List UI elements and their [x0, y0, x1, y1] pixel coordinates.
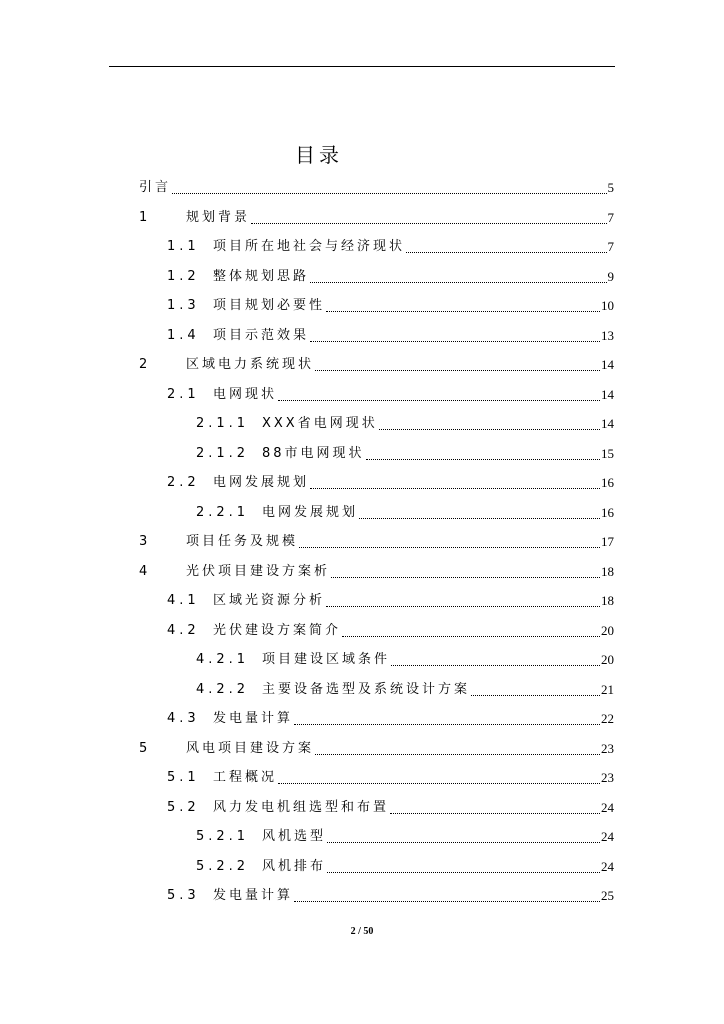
toc-entry-page: 25 [601, 888, 614, 903]
toc-entry[interactable] [196, 412, 614, 432]
header-rule [109, 66, 615, 67]
toc-entry[interactable] [167, 796, 614, 816]
toc-entry-page: 22 [601, 711, 614, 726]
toc-entry-number: 5.2.2 [196, 859, 250, 874]
toc-entry-number: 5.1 [167, 770, 200, 785]
toc-dot-leader [315, 740, 600, 755]
toc-entry-page: 24 [601, 859, 614, 874]
toc-entry-page: 14 [601, 387, 614, 402]
toc-entry-number: 2.1.2 [196, 446, 250, 461]
toc-dot-leader [278, 769, 600, 784]
toc-entry-page: 17 [601, 534, 614, 549]
toc-entry-title: 整体规划思路 [213, 269, 310, 284]
toc-entry-page: 5 [607, 180, 614, 195]
toc-entry[interactable] [139, 206, 614, 226]
toc-entry-title: 光伏项目建设方案析 [186, 564, 331, 579]
toc-entry-page: 7 [607, 239, 614, 254]
toc-entry-title: 区域光资源分析 [213, 593, 326, 608]
toc-entry[interactable] [167, 324, 614, 344]
toc-entry[interactable] [167, 383, 614, 403]
toc-entry-page: 18 [601, 593, 614, 608]
toc-entry-page: 15 [601, 446, 614, 461]
toc-entry-number: 5.3 [167, 888, 200, 903]
toc-dot-leader [379, 415, 600, 430]
toc-entry-number: 1.4 [167, 328, 200, 343]
toc-dot-leader [294, 710, 600, 725]
toc-dot-leader [342, 622, 600, 637]
toc-entry-number: 4.3 [167, 711, 200, 726]
toc-dot-leader [391, 651, 600, 666]
toc-entry-page: 20 [601, 623, 614, 638]
toc-entry[interactable] [196, 825, 614, 845]
toc-dot-leader [390, 799, 600, 814]
toc-entry-number: 2.2.1 [196, 505, 250, 520]
toc-dot-leader [331, 563, 600, 578]
toc-entry[interactable] [196, 442, 614, 462]
toc-entry-title: 项目建设区域条件 [262, 652, 391, 667]
toc-entry-title: 光伏建设方案简介 [213, 623, 342, 638]
toc-entry[interactable] [139, 353, 614, 373]
toc-entry-page: 21 [601, 682, 614, 697]
toc-entry[interactable] [167, 471, 614, 491]
toc-dot-leader [327, 858, 600, 873]
toc-entry-number: 1 [139, 210, 152, 225]
toc-entry-title: 风机排布 [262, 859, 327, 874]
toc-entry-title: 项目所在地社会与经济现状 [213, 239, 406, 254]
toc-entry[interactable] [139, 176, 614, 196]
toc-entry-title: 项目示范效果 [213, 328, 310, 343]
toc-title: 目录 [295, 143, 343, 167]
toc-entry-number: 5.2.1 [196, 829, 250, 844]
toc-dot-leader [310, 474, 600, 489]
toc-entry-page: 7 [607, 210, 614, 225]
toc-dot-leader [310, 268, 606, 283]
toc-dot-leader [326, 592, 600, 607]
toc-entry-page: 16 [601, 505, 614, 520]
toc-dot-leader [278, 386, 600, 401]
toc-entry-number: 1.2 [167, 269, 200, 284]
toc-entry-title: 风力发电机组选型和布置 [213, 800, 390, 815]
toc-dot-leader [299, 533, 600, 548]
toc-dot-leader [359, 504, 600, 519]
toc-entry-title: 引言 [139, 180, 172, 195]
toc-entry-title: 风机选型 [262, 829, 327, 844]
toc-entry-page: 18 [601, 564, 614, 579]
toc-entry[interactable] [167, 294, 614, 314]
toc-entry-title: 电网现状 [213, 387, 278, 402]
toc-entry-number: 4.1 [167, 593, 200, 608]
toc-entry-title: 主要设备选型及系统设计方案 [262, 682, 471, 697]
toc-entry[interactable] [139, 530, 614, 550]
toc-dot-leader [366, 445, 600, 460]
toc-entry-title: 规划背景 [186, 210, 251, 225]
toc-entry-page: 23 [601, 770, 614, 785]
toc-entry[interactable] [167, 766, 614, 786]
toc-dot-leader [326, 297, 600, 312]
toc-entry-number: 2.2 [167, 475, 200, 490]
toc-entry-page: 20 [601, 652, 614, 667]
toc-entry-number: 1.3 [167, 298, 200, 313]
toc-entry[interactable] [167, 884, 614, 904]
toc-entry-number: 5.2 [167, 800, 200, 815]
toc-dot-leader [294, 887, 600, 902]
toc-entry-number: 4.2.2 [196, 682, 250, 697]
toc-dot-leader [310, 327, 600, 342]
toc-entry-title: 区域电力系统现状 [186, 357, 315, 372]
toc-entry[interactable] [196, 501, 614, 521]
toc-entry-title: 88市电网现状 [262, 446, 365, 461]
toc-dot-leader [251, 209, 606, 224]
toc-entry-page: 13 [601, 328, 614, 343]
toc-entry-title: 项目规划必要性 [213, 298, 326, 313]
toc-entry-title: 工程概况 [213, 770, 278, 785]
toc-entry[interactable] [167, 619, 614, 639]
toc-entry-number: 2 [139, 357, 152, 372]
toc-entry-number: 4.2 [167, 623, 200, 638]
toc-entry[interactable] [196, 855, 614, 875]
toc-entry[interactable] [139, 560, 614, 580]
toc-entry-page: 10 [601, 298, 614, 313]
toc-entry-title: 风电项目建设方案 [186, 741, 315, 756]
toc-entry-title: 电网发展规划 [262, 505, 359, 520]
toc-dot-leader [327, 828, 600, 843]
toc-entry-page: 24 [601, 800, 614, 815]
toc-dot-leader [471, 681, 600, 696]
toc-entry-number: 2.1 [167, 387, 200, 402]
toc-dot-leader [315, 356, 600, 371]
toc-entry-number: 4.2.1 [196, 652, 250, 667]
toc-entry-number: 2.1.1 [196, 416, 250, 431]
toc-entry[interactable] [196, 678, 614, 698]
toc-entry-page: 24 [601, 829, 614, 844]
toc-entry-page: 16 [601, 475, 614, 490]
toc-entry-number: 4 [139, 564, 152, 579]
toc-entry[interactable] [139, 737, 614, 757]
toc-entry-title: 项目任务及规模 [186, 534, 299, 549]
toc-entry-title: 发电量计算 [213, 711, 294, 726]
toc-dot-leader [406, 238, 606, 253]
toc-entry-page: 14 [601, 357, 614, 372]
toc-entry-number: 1.1 [167, 239, 200, 254]
toc-entry[interactable] [167, 589, 614, 609]
toc-entry-title: 电网发展规划 [213, 475, 310, 490]
toc-entry-page: 9 [607, 269, 614, 284]
toc-entry-number: 3 [139, 534, 152, 549]
toc-entry[interactable] [167, 265, 614, 285]
toc-entry-title: XXX省电网现状 [262, 416, 378, 431]
page-number: 2 / 50 [350, 926, 374, 937]
toc-entry-number: 5 [139, 741, 152, 756]
toc-dot-leader [172, 179, 606, 194]
toc-entry[interactable] [167, 707, 614, 727]
toc-entry[interactable] [167, 235, 614, 255]
toc-entry-title: 发电量计算 [213, 888, 294, 903]
toc-entry-page: 23 [601, 741, 614, 756]
toc-entry[interactable] [196, 648, 614, 668]
toc-entry-page: 14 [601, 416, 614, 431]
